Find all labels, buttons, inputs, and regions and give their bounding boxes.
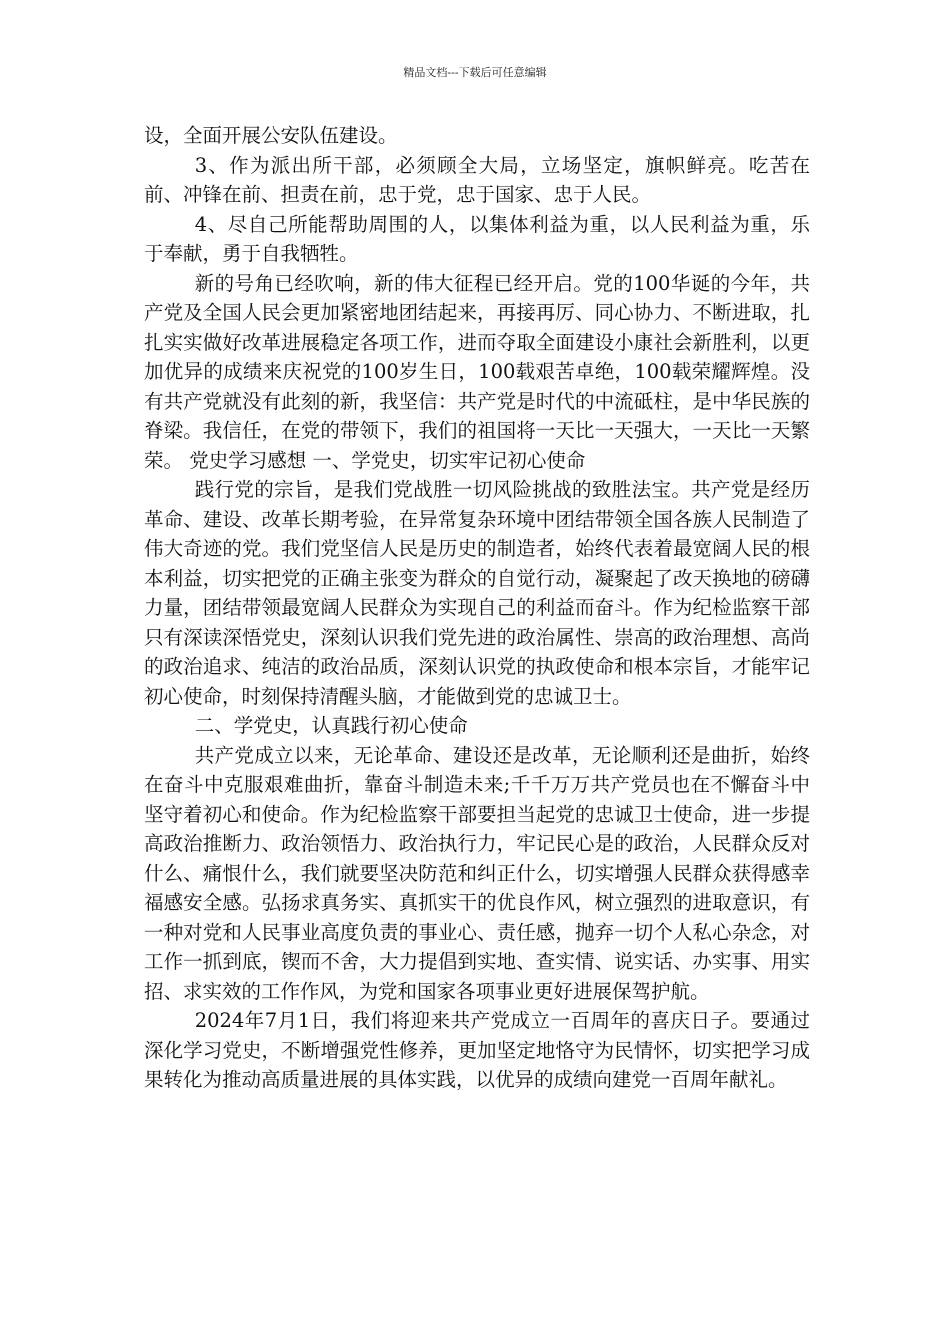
paragraph-5: 践行党的宗旨，是我们党战胜一切风险挑战的致胜法宝。共产党是经历革命、建设、改革长期考验，在异常复杂环境中团结带领全国各族人民制造了伟大奇迹的党。我们党坚信人民是历史的制造者，始终代表着最宽阔人民的根本利益，切实把党的正确主张变为群众的自觉行动，凝聚起了改天换地的磅礴力量，团结带领最宽阔人民群众为实现自己的利益而奋斗。作为纪检监察干部只有深读深悟党史，深刻认识我们党先进的政治属性、崇高的政治理想、高尚的政治追求、纯洁的政治品质，深刻认识党的执政使命和根本宗旨，才能牢记初心使命，时刻保持清醒头脑，才能做到党的忠诚卫士。 xyxy=(144,478,810,708)
paragraph-3: 4、尽自己所能帮助周围的人，以集体利益为重，以人民利益为重，乐于奉献，勇于自我牺牲。 xyxy=(144,212,810,265)
page-header: 精品文档---下载后可任意编辑 xyxy=(403,66,547,79)
document-body xyxy=(144,121,810,1095)
paragraph-8: 2024年7月1日，我们将迎来共产党成立一百周年的喜庆日子。要通过深化学习党史，不断增强党性修养，更加坚定地恪守为民情怀，切实把学习成果转化为推动高质量进展的具体实践，以优异的成绩向建党一百周年献礼。 xyxy=(144,1009,810,1091)
paragraph-7: 共产党成立以来，无论革命、建设还是改革，无论顺利还是曲折，始终在奋斗中克服艰难曲折，靠奋斗制造未来;千千万万共产党员也在不懈奋斗中坚守着初心和使命。作为纪检监察干部要担当起党的忠诚卫士使命，进一步提高政治推断力、政治领悟力、政治执行力，牢记民心是的政治，人民群众反对什么、痛恨什么，我们就要坚决防范和纠正什么，切实增强人民群众获得感幸福感安全感。弘扬求真务实、真抓实干的优良作风，树立强烈的进取意识，有一种对党和人民事业高度负责的事业心、责任感，抛弃一切个人私心杂念，对工作一抓到底，锲而不舍，大力提倡到实地、查实情、说实话、办实事、用实招、求实效的工作作风，为党和国家各项事业更好进展保驾护航。 xyxy=(144,743,810,1003)
paragraph-4: 新的号角已经吹响，新的伟大征程已经开启。党的100华诞的今年，共产党及全国人民会更加紧密地团结起来，再接再厉、同心协力、不断进取，扎扎实实做好改革进展稳定各项工作，进而夺取全面建设小康社会新胜利，以更加优异的成绩来庆祝党的100岁生日，100载艰苦卓绝，100载荣耀辉煌。没有共产党就没有此刻的新，我坚信：共产党是时代的中流砥柱，是中华民族的脊梁。我信任，在党的带领下，我们的祖国将一天比一天强大，一天比一天繁荣。 党史学习感想 一、学党史，切实牢记初心使命 xyxy=(144,271,810,472)
paragraph-1: 设，全面开展公安队伍建设。 xyxy=(144,124,398,147)
section-heading-2: 二、学党史，认真践行初心使命 xyxy=(194,714,468,737)
paragraph-2: 3、作为派出所干部，必须顾全大局，立场坚定，旗帜鲜亮。吃苦在前、冲锋在前、担责在前，忠于党，忠于国家、忠于人民。 xyxy=(144,153,810,206)
